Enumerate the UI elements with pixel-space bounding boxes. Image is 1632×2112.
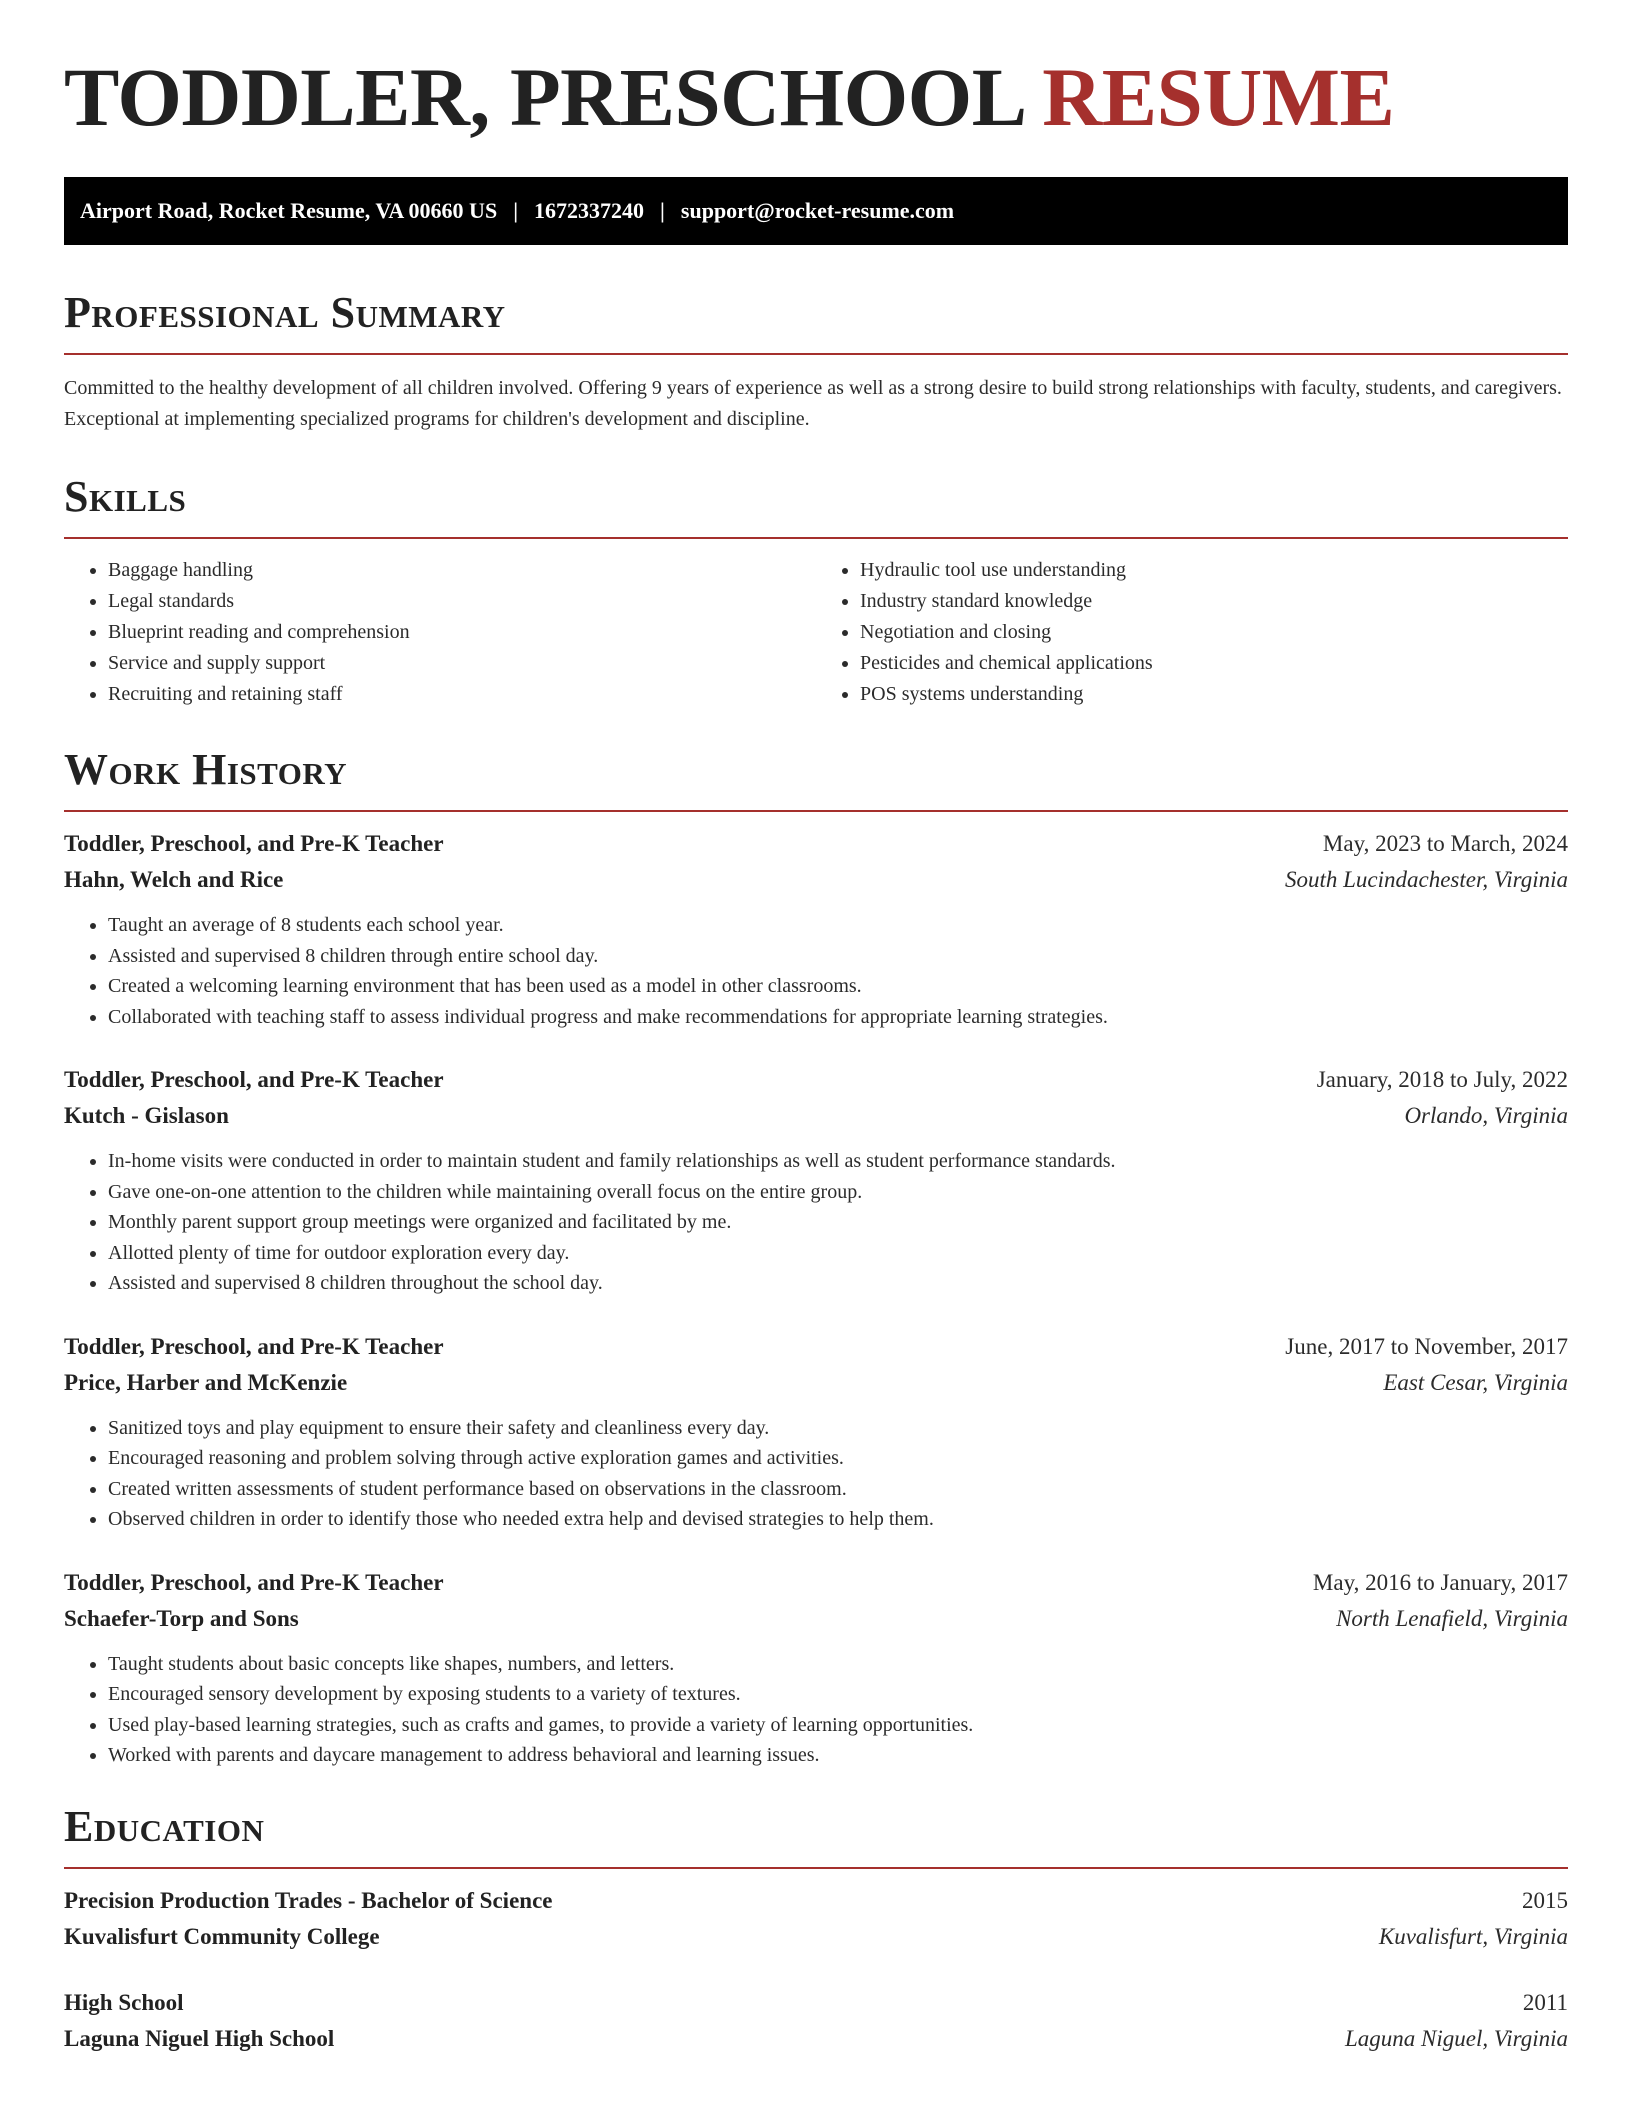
job-entry [64, 1565, 1568, 1771]
skill-item: • POS systems understanding [860, 679, 1568, 710]
job-title: Toddler, Preschool, and Pre-K Teacher [64, 1569, 444, 1595]
skill-item: • Hydraulic tool use understanding [860, 555, 1568, 586]
job-bullet: • Allotted plenty of time for outdoor exploration every day. [108, 1238, 1568, 1269]
job-bullet: • Monthly parent support group meetings were organized and facilitated by me. [108, 1207, 1568, 1238]
job-dates: January, 2018 to July, 2022 [1316, 1067, 1568, 1092]
skill-item: • Legal standards [108, 586, 816, 617]
job-company: Hahn, Welch and Rice [64, 867, 284, 892]
job-company: Schaefer-Torp and Sons [64, 1605, 299, 1631]
job-bullet: • Collaborated with teaching staff to assess individual progress and make recommendations for appropriate learning strategies. [108, 1002, 1568, 1033]
contact-separator: | [513, 198, 519, 223]
job-entry [64, 1062, 1568, 1299]
job-bullet: • Assisted and supervised 8 children throughout the school day. [108, 1268, 1568, 1299]
skill-item: • Blueprint reading and comprehension [108, 617, 816, 648]
job-company: Price, Harber and McKenzie [64, 1369, 348, 1395]
job-location: Orlando, Virginia [1404, 1103, 1568, 1128]
job-bullet: • Used play-based learning strategies, such as crafts and games, to provide a variety of learning opportunities. [108, 1710, 1568, 1741]
job-bullet: • Created written assessments of student performance based on observations in the classroom. [108, 1474, 1568, 1505]
resume-title [64, 51, 1568, 143]
contact-separator: | [660, 198, 665, 223]
job-bullet: • Gave one-on-one attention to the children while maintaining overall focus on the entire group. [108, 1177, 1568, 1208]
job-bullet: • Taught students about basic concepts like shapes, numbers, and letters. [108, 1649, 1568, 1680]
job-dates: June, 2017 to November, 2017 [1285, 1333, 1568, 1359]
job-bullet: • Sanitized toys and play equipment to ensure their safety and cleanliness every day. [108, 1413, 1568, 1444]
contact-address: Airport Road, Rocket Resume, VA 00660 US [80, 198, 498, 223]
job-bullet: • Encouraged sensory development by exposing students to a variety of textures. [108, 1679, 1568, 1710]
job-bullet: • Observed children in order to identify those who needed extra help and devised strategies to help them. [108, 1504, 1568, 1535]
skills-list [64, 555, 1568, 710]
job-bullet: • Assisted and supervised 8 children through entire school day. [108, 941, 1568, 972]
skills-column-left [64, 555, 816, 710]
job-dates: May, 2023 to March, 2024 [1322, 831, 1568, 856]
education-entry [64, 1985, 1568, 2057]
job-bullet: • Worked with parents and daycare management to address behavioral and learning issues. [108, 1740, 1568, 1771]
education-location: Kuvalisfurt, Virginia [1378, 1923, 1568, 1949]
job-location: North Lenafield, Virginia [1336, 1605, 1568, 1631]
summary-text: Committed to the healthy development of all children involved. Offering 9 years of experience as well as a strong desire to build strong relationships with faculty, students, and caregivers. Exceptional at implementing specialized programs for children's development and discipline. [64, 377, 1562, 430]
job-bullet: • Taught an average of 8 students each school year. [108, 910, 1568, 941]
skill-item: • Pesticides and chemical applications [860, 648, 1568, 679]
job-entry [64, 1329, 1568, 1535]
contact-phone: 1672337240 [534, 198, 645, 223]
job-entry [64, 826, 1568, 1032]
section-divider [64, 537, 1568, 539]
job-location: South Lucindachester, Virginia [1284, 867, 1568, 892]
education-degree: Precision Production Trades - Bachelor of Science [64, 1887, 553, 1913]
skills-heading: Skills [64, 472, 187, 521]
section-divider [64, 353, 1568, 355]
job-bullet: • In-home visits were conducted in order to maintain student and family relationships as well as student performance standards. [108, 1146, 1568, 1177]
skill-item: • Baggage handling [108, 555, 816, 586]
job-bullet: • Encouraged reasoning and problem solving through active exploration games and activities. [108, 1443, 1568, 1474]
job-bullets [64, 1649, 1568, 1771]
job-company: Kutch - Gislason [64, 1103, 229, 1128]
education-heading: Education [64, 1801, 265, 1851]
education-year: 2011 [1522, 1989, 1568, 2015]
skill-item: • Industry standard knowledge [860, 586, 1568, 617]
job-title: Toddler, Preschool, and Pre-K Teacher [64, 1333, 444, 1359]
education-degree: High School [64, 1989, 184, 2015]
education-school: Laguna Niguel High School [64, 2025, 335, 2051]
education-year: 2015 [1522, 1887, 1568, 1913]
skill-item: • Negotiation and closing [860, 617, 1568, 648]
education-entry [64, 1883, 1568, 1955]
contact-bar [64, 177, 1568, 245]
skill-item: • Recruiting and retaining staff [108, 679, 816, 710]
title-main: TODDLER, PRESCHOOL [64, 51, 1023, 143]
section-divider [64, 1867, 1568, 1869]
education-school: Kuvalisfurt Community College [64, 1923, 380, 1949]
summary-heading: Professional Summary [64, 288, 506, 337]
contact-email: support@rocket-resume.com [680, 198, 955, 223]
job-dates: May, 2016 to January, 2017 [1312, 1569, 1568, 1595]
job-location: East Cesar, Virginia [1383, 1369, 1568, 1395]
skills-column-right [816, 555, 1568, 710]
education-location: Laguna Niguel, Virginia [1345, 2025, 1568, 2051]
skill-item: • Service and supply support [108, 648, 816, 679]
job-bullets [64, 1413, 1568, 1535]
work-heading: Work History [64, 745, 348, 794]
job-bullets [64, 910, 1568, 1032]
job-title: Toddler, Preschool, and Pre-K Teacher [64, 831, 444, 856]
job-title: Toddler, Preschool, and Pre-K Teacher [64, 1067, 444, 1092]
section-divider [64, 810, 1568, 812]
job-bullet: • Created a welcoming learning environment that has been used as a model in other classrooms. [108, 971, 1568, 1002]
title-accent: RESUME [1042, 51, 1395, 143]
job-bullets [64, 1146, 1568, 1299]
